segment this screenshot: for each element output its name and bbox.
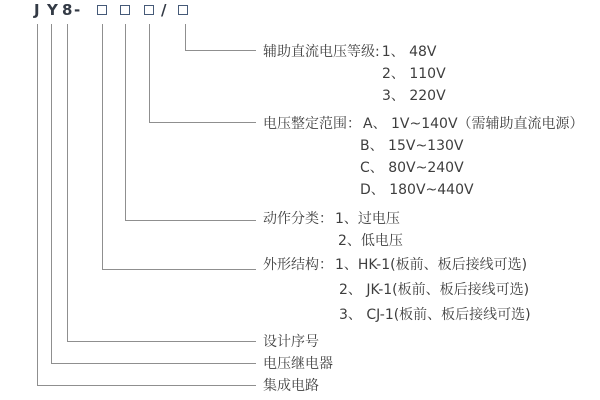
section-line	[263, 208, 403, 230]
section-line	[263, 253, 531, 278]
section-item: B、 15V~130V	[360, 138, 464, 154]
section-label: 辅助直流电压等级:	[263, 44, 380, 60]
placeholder-box-range	[144, 5, 154, 15]
placeholder-box-action	[120, 5, 130, 15]
model-code-char-y: Y	[47, 1, 58, 19]
section-voltage-setting-range	[263, 113, 584, 201]
section-label: 设计序号	[263, 334, 319, 350]
section-item: 1、 48V	[381, 44, 437, 60]
model-code-char-8: 8	[62, 1, 73, 19]
section-label: 动作分类：	[263, 211, 333, 227]
section-aux-dc-voltage-grade	[263, 41, 446, 107]
model-code-slash: /	[161, 1, 167, 19]
section-item: 2、 110V	[382, 66, 446, 82]
section-item: D、 180V~440V	[360, 182, 474, 198]
section-item: 3、 CJ-1(板前、板后接线可选)	[339, 307, 531, 323]
section-line	[263, 41, 446, 63]
section-item: 1、HK-1(板前、板后接线可选)	[335, 257, 528, 273]
section-label: 外形结构：	[263, 257, 333, 273]
placeholder-box-aux-dc	[178, 5, 188, 15]
section-item: 3、 220V	[382, 88, 446, 104]
connector-aux-dc-voltage	[185, 24, 256, 51]
section-item: 2、低电压	[338, 233, 403, 249]
model-code-char-j: J	[34, 1, 40, 19]
model-code-hyphen: -	[74, 1, 81, 19]
section-label: 电压继电器	[263, 356, 333, 372]
section-item: A、 1V~140V（需辅助直流电源）	[363, 116, 584, 132]
section-design-serial-number	[263, 331, 319, 353]
section-action-classification	[263, 208, 403, 252]
section-item: C、 80V~240V	[360, 160, 464, 176]
section-label: 集成电路	[263, 378, 319, 394]
placeholder-box-structure	[97, 5, 107, 15]
section-item: 1、过电压	[335, 211, 400, 227]
section-line	[263, 113, 584, 135]
section-voltage-relay	[263, 353, 333, 375]
section-label: 电压整定范围：	[263, 116, 361, 132]
section-outline-structure	[263, 253, 531, 328]
section-item: 2、 JK-1(板前、板后接线可选)	[339, 282, 530, 298]
section-integrated-circuit	[263, 375, 319, 397]
